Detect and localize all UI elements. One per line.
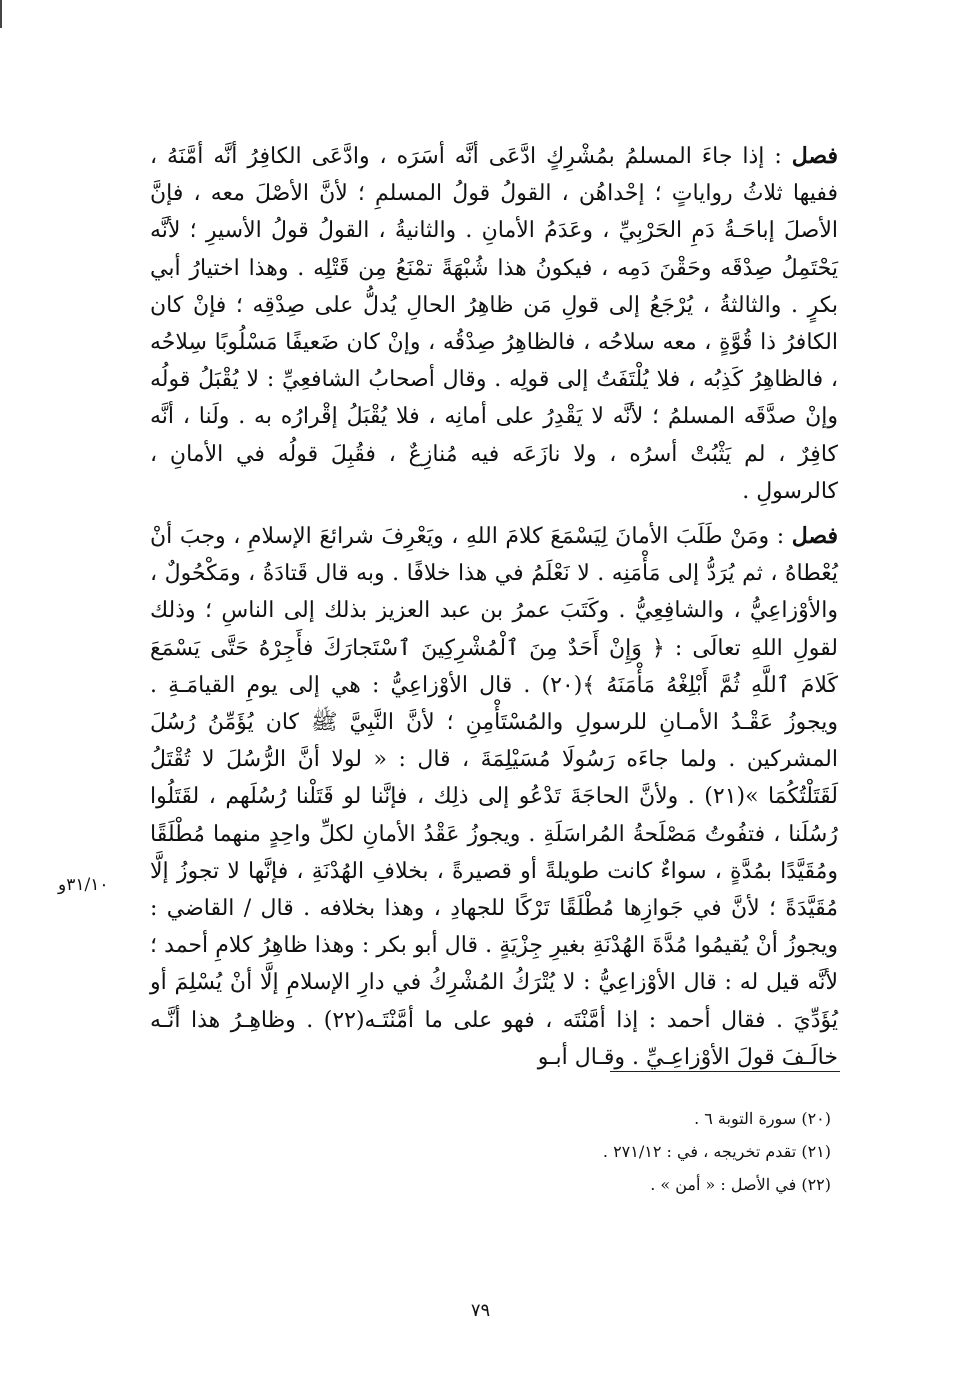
footnote-20: (٢٠) سورة التوبة ٦ . [694, 1109, 831, 1128]
footnote-21: (٢١) تقدم تخريجه ، في : ٢٧١/١٢ . [602, 1142, 831, 1161]
paragraph-1 [150, 138, 838, 510]
page-corner-mark [0, 0, 8, 28]
margin-reference: ٣١/١٠و [58, 875, 109, 895]
footnote-divider [610, 1071, 840, 1072]
paragraph-text: : ومَنْ طَلَبَ الأمانَ لِيَسْمَعَ كلامَ اللهِ ، ويَعْرِفَ شرائعَ الإسلامِ ، وجبَ أنْ يُعْطاهُ ، ثم يُرَدُّ إلى مَأْمَنِه . لا نَعْلَمُ في هذا خلافًا . وبه قال قَتادَةُ ، ومَكْحُولٌ ، والأوْزاعِيُّ ، والشافِعِيُّ . وكَتَبَ عمرُ بن عبد العزيز بذلك إلى الناسِ ؛ وذلك لقولِ اللهِ تعالَى : ﴿ وَإِنْ أَحَدٌ مِنَ ٱلْمُشْرِكِينَ ٱسْتَجارَكَ فأَجِرْهُ حَتَّى يَسْمَعَ كَلامَ ٱللَّهِ ثُمَّ أَبْلِغْهُ مَأْمَنَهُ ﴾(٢٠) . قال الأوْزاعِيُّ : هي إلى يومِ القيامَـةِ . ويجوزُ عَقْـدُ الأمـانِ للرسولِ والمُسْتَأْمِنِ ؛ لأنَّ النَّبِيَّ ﷺ كان يُؤَمِّنُ رُسُلَ المشركين . ولما جاءَه رَسُولَا مُسَيْلِمَةَ ، قال : « لولا أنَّ الرُّسُلَ لا تُقْتَلُ لَقَتَلْتُكُمَا »(٢١) . ولأنَّ الحاجَةَ تَدْعُو إلى ذلِك ، فإنَّنا لو قَتَلْنا رُسُلَهم ، لقَتَلُوا رُسُلَنا ، فتفُوتُ مَصْلَحةُ المُراسَلَةِ . ويجوزُ عَقْدُ الأمانِ لكلِّ واحِدٍ منهما مُطْلَقًا ومُقَيَّدًا بمُدَّةٍ ، سواءٌ كانت طويلةً أو قصيرةً ، بخلافِ الهُدْنَةِ ، فإنَّها لا تجوزُ إلَّا مُقَيَّدَةً ؛ لأنَّ في جَوازِها مُطْلَقًا تَرْكًا للجهادِ ، وهذا بخلافه . قال / القاضي : ويجوزُ أنْ يُقيمُوا مُدَّةَ الهُدْنَةِ بغيرِ جِزْيَةٍ . قال أبو بكر : وهذا ظاهِرُ كلامِ أحمد ؛ لأنَّه قيل له : قال الأوْزاعِيُّ : لا يُتْرَكُ المُشْرِكُ في دارِ الإسلامِ إلَّا أنْ يُسْلِمَ أو يُؤَدِّيَ . فقال أحمد : إذا أمَّنْتَه ، فهو على ما أمَّنْتَـه(٢٢) . وظاهِـرُ هذا أنَّـه خالَـفَ قولَ الأوْزاعِـيِّ . وقـال أبـو [150, 524, 839, 1070]
footnotes [331, 1102, 831, 1201]
main-text [150, 138, 838, 1076]
section-term: فصل [791, 143, 838, 169]
footnote-22: (٢٢) في الأصل : « أمن » . [650, 1175, 831, 1194]
section-term: فصل [791, 523, 838, 550]
paragraph-2 [150, 518, 838, 1076]
paragraph-text: : إذا جاءَ المسلمُ بمُشْرِكٍ ادَّعَى أنَّه أسَرَه ، وادَّعَى الكافِرُ أنَّه أمَّنَهُ ، ففيها ثلاثُ رواياتٍ ؛ إحْداهُن ، القولُ قولُ المسلمِ ؛ لأنَّ الأصْلَ معه ، فإنَّ الأصلَ إباحَـةُ دَمِ الحَرْبِيِّ ، وعَدَمُ الأمانِ . والثانيةُ ، القولُ قولُ الأسيرِ ؛ لأنَّه يَحْتَمِلُ صِدْقَه وحَقْنَ دَمِه ، فيكونُ هذا شُبْهَةً تمْنَعُ مِن قَتْلِه . وهذا اختيارُ أبي بكرٍ . والثالثةُ ، يُرْجَعُ إلى قولِ مَن ظاهِرُ الحالِ يُدلُّ على صِدْقِه ؛ فإنْ كان الكافرُ ذا قُوَّةٍ ، معه سلاحُه ، فالظاهِرُ صِدْقُه ، وإنْ كان ضَعيفًا مَسْلُوبًا سِلاحُه ، فالظاهِرُ كَذِبُه ، فلا يُلْتَفَتُ إلى قولِه . وقال أصحابُ الشافعِيِّ : لا يُقْبَلُ قولُه وإنْ صدَّقَه المسلمُ ؛ لأنَّه لا يَقْدِرُ على أمانِه ، فلا يُقْبَلُ إقْرارُه به . ولَنا ، أنَّه كافِرٌ ، لم يَثْبُتْ أسرُه ، ولا نازَعَه فيه مُنازِعٌ ، فقُبِلَ قولُه في الأمانِ ، كالرسولِ . [150, 144, 838, 504]
page-number: ٧٩ [470, 1300, 491, 1321]
